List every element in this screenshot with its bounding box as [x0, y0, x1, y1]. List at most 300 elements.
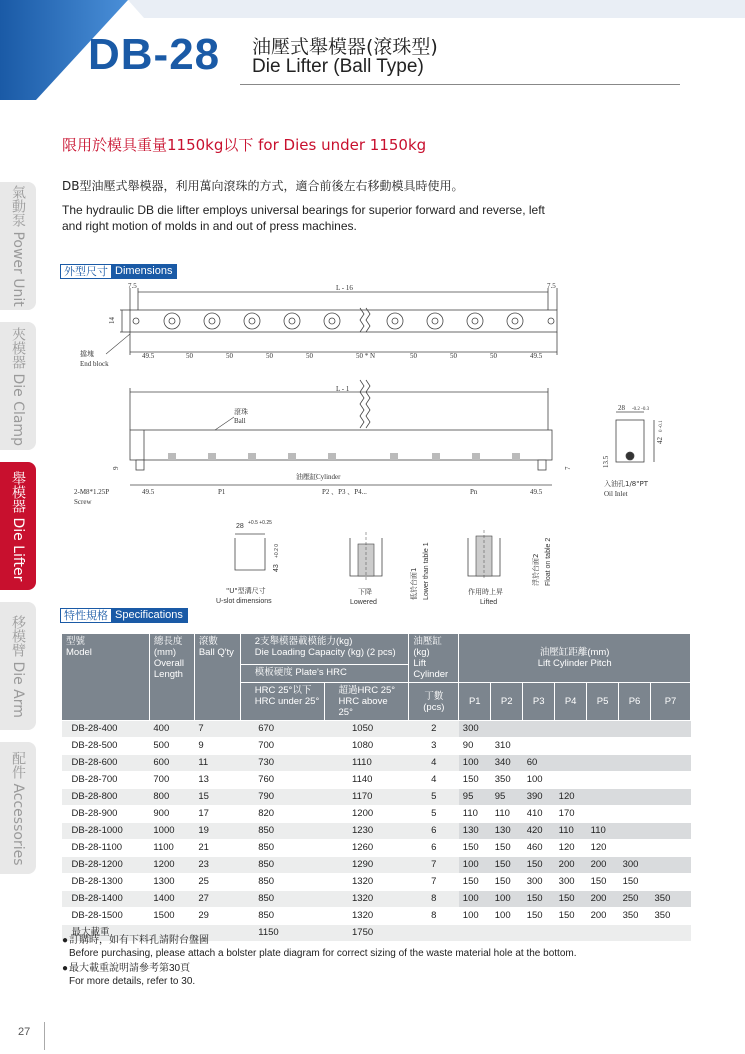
cell-pitch-p3: 420	[523, 823, 555, 840]
pitch-label: 50	[450, 352, 457, 360]
cell-balls: 23	[194, 857, 240, 874]
col-header-cylinder-en2: Cylinder	[413, 669, 449, 680]
bullet-icon: ●	[62, 935, 69, 946]
cell-capacity-under: 670	[240, 721, 324, 738]
lower-table-zh: 低於台面1	[410, 567, 418, 600]
cell-length: 800	[149, 789, 194, 806]
cell-pitch-p7: 350	[651, 891, 691, 908]
cell-pitch-p5	[587, 806, 619, 823]
cell-length: 700	[149, 772, 194, 789]
col-header-hrc-under	[240, 683, 324, 721]
cell-model: DB-28-700	[62, 772, 150, 789]
description-english: The hydraulic DB die lifter employs universal bearings for superior forward and reverse, left and right motion of molds in and out of press machines.	[62, 203, 545, 233]
cell-cylinders: 6	[409, 823, 459, 840]
cell-cylinders: 5	[409, 806, 459, 823]
side-view	[130, 388, 552, 485]
cell-balls: 21	[194, 840, 240, 857]
cell-pitch-p2: 150	[491, 874, 523, 891]
cell-length: 600	[149, 755, 194, 772]
col-header-hrc-under-en: HRC under 25°	[254, 696, 320, 707]
lifted-figure	[468, 530, 500, 580]
stopper-label-zh: 擋塊	[80, 350, 94, 358]
cell-pitch-p6	[619, 721, 651, 738]
title-chinese: 油壓式舉模器(滾珠型)	[252, 36, 438, 58]
cell-pitch-p2: 95	[491, 789, 523, 806]
lowered-zh: 下降	[358, 588, 372, 596]
cell-pitch-p5	[587, 755, 619, 772]
dim-side-length: L - 1	[336, 385, 350, 393]
screw-label-en: Screw	[74, 498, 92, 506]
lifted-zh: 作用時上昇	[468, 588, 503, 596]
cell-pitch-p3	[523, 738, 555, 755]
pitch-label: 50	[490, 352, 497, 360]
pitch-label: 49.5	[142, 488, 155, 496]
col-header-pitch-zh: 油壓缸距離(mm)	[539, 647, 610, 658]
dim-9: 9	[112, 466, 120, 470]
stopper-leader	[106, 334, 130, 354]
cell-capacity-under: 850	[240, 908, 324, 925]
cell-model: DB-28-800	[62, 789, 150, 806]
cell-length: 1300	[149, 874, 194, 891]
specifications-label-zh: 特性規格	[61, 609, 111, 622]
cell-pitch-p3: 150	[523, 891, 555, 908]
cell-capacity-above: 1110	[324, 755, 409, 772]
cell-max-load-under: 1150	[240, 925, 324, 942]
cell-capacity-under: 850	[240, 823, 324, 840]
slot-dim-43: 43	[273, 564, 280, 572]
cell-cylinders: 7	[409, 874, 459, 891]
side-tab-label: 舉模器 Die Lifter	[10, 470, 26, 582]
cell-model: DB-28-1100	[62, 840, 150, 857]
cell-pitch-p5	[587, 738, 619, 755]
col-header-pcs-zh: 丁數	[424, 690, 444, 702]
cell-balls: 25	[194, 874, 240, 891]
oil-inlet-en: Oil Inlet	[604, 490, 628, 498]
float-table-zh: 浮於台面2	[532, 553, 540, 586]
cell-cylinders: 5	[409, 789, 459, 806]
cell-pitch-p1: 130	[459, 823, 491, 840]
col-header-pitch-en: Lift Cylinder Pitch	[537, 658, 612, 669]
note-2	[62, 962, 195, 988]
cell-pitch-p7	[651, 721, 691, 738]
table-row	[62, 857, 691, 874]
col-header-pcs-en: (pcs)	[423, 701, 445, 713]
stopper-label-en: End block	[80, 360, 109, 368]
cell-pitch-p1: 150	[459, 772, 491, 789]
pitch-label: 50 * N	[356, 352, 376, 360]
cell-pitch-p7	[651, 789, 691, 806]
cell-capacity-above: 1320	[324, 891, 409, 908]
side-pitch-labels	[142, 488, 543, 496]
cell-pitch-p4	[555, 738, 587, 755]
ball-leader	[215, 417, 234, 430]
col-header-capacity-zh: 2支舉模器載模能力(kg)	[254, 636, 353, 647]
col-header-balls-zh: 滾數	[198, 636, 218, 647]
cell-pitch-p6	[619, 789, 651, 806]
col-header-length-unit: (mm)	[153, 647, 177, 658]
cell-capacity-under: 850	[240, 840, 324, 857]
slot-dim-28-tol: +0.5 +0.25	[248, 520, 272, 526]
col-header-hrc-label: 模板硬度 Plate's HRC	[254, 666, 347, 678]
table-row	[62, 772, 691, 789]
col-header-length-zh: 總長度	[153, 636, 183, 647]
cell-pitch-p2: 150	[491, 857, 523, 874]
cell-capacity-under: 850	[240, 857, 324, 874]
table-row	[62, 755, 691, 772]
specifications-table	[61, 633, 691, 942]
cell-pitch-p5: 200	[587, 891, 619, 908]
cell-model: DB-28-400	[62, 721, 150, 738]
cell-pitch-p6	[619, 755, 651, 772]
cell-pitch-p4: 120	[555, 840, 587, 857]
cell-pitch-p4: 150	[555, 908, 587, 925]
cylinder-label-zh: 油壓缸	[296, 473, 317, 481]
col-header-hrc-above-en: HRC above 25°	[338, 696, 388, 718]
cell-capacity-above: 1290	[324, 857, 409, 874]
side-tab-die-arm[interactable]	[0, 602, 36, 730]
cell-pitch-p7	[651, 772, 691, 789]
table-row	[62, 721, 691, 738]
cell-balls: 11	[194, 755, 240, 772]
end-dim-28-tol: -0.2 -0.3	[632, 407, 650, 412]
note-1	[62, 934, 577, 960]
pitch-label: 50	[266, 352, 273, 360]
cell-pitch-p2: 310	[491, 738, 523, 755]
dim-7: 7	[564, 466, 572, 470]
title-english: Die Lifter (Ball Type)	[252, 56, 424, 77]
cell-pitch-p7	[651, 840, 691, 857]
cell-model: DB-28-500	[62, 738, 150, 755]
pitch-label: 49.5	[530, 488, 543, 496]
table-row	[62, 891, 691, 908]
ball-label-zh: 滾珠	[234, 408, 248, 416]
side-tab-label: 配件 Accessories	[10, 750, 26, 866]
cell-length: 1000	[149, 823, 194, 840]
table-row	[62, 738, 691, 755]
pitch-label: 50	[186, 352, 193, 360]
cell-max-load-above: 1750	[324, 925, 409, 942]
cell-model: DB-28-600	[62, 755, 150, 772]
cell-pitch-p1: 90	[459, 738, 491, 755]
col-header-p6: P6	[619, 683, 651, 721]
note-2-en: For more details, refer to 30.	[69, 976, 196, 987]
cell-pitch-p4: 120	[555, 789, 587, 806]
col-header-hrc	[240, 664, 409, 682]
cell-pitch-p4: 200	[555, 857, 587, 874]
page-number-divider	[44, 1022, 45, 1050]
end-dim-42-tol: 0 -0.1	[659, 420, 664, 432]
col-header-p4: P4	[555, 683, 587, 721]
cell-pitch-p4: 110	[555, 823, 587, 840]
cell-pitch-p3: 150	[523, 908, 555, 925]
cell-length: 1100	[149, 840, 194, 857]
table-row	[62, 840, 691, 857]
cell-pitch-p5: 110	[587, 823, 619, 840]
cell-pitch-p7	[651, 738, 691, 755]
cell-capacity-above: 1320	[324, 874, 409, 891]
lower-table-en: Lower than table 1	[423, 542, 430, 600]
cell-cylinders: 6	[409, 840, 459, 857]
col-header-length-en2: Length	[153, 669, 183, 680]
cell-pitch-p1: 95	[459, 789, 491, 806]
model-title: DB-28	[88, 30, 221, 79]
screw-label: 2-M8*1.25P	[74, 488, 110, 496]
cell-capacity-under: 730	[240, 755, 324, 772]
col-header-length	[149, 634, 194, 721]
cell-pitch-p6	[619, 840, 651, 857]
cell-pitch-p7	[651, 874, 691, 891]
float-table-en: Float on table 2	[545, 537, 552, 586]
col-header-hrc-above	[324, 683, 409, 721]
col-header-capacity	[240, 634, 409, 665]
table-row	[62, 806, 691, 823]
cell-cylinders: 4	[409, 772, 459, 789]
cell-pitch-p3: 300	[523, 874, 555, 891]
cell-pitch-p1: 300	[459, 721, 491, 738]
cell-pitch-p1: 100	[459, 755, 491, 772]
cell-length: 1200	[149, 857, 194, 874]
top-pitch-labels	[142, 352, 543, 360]
cell-cylinders: 7	[409, 857, 459, 874]
col-header-model-en: Model	[66, 647, 92, 658]
cell-model: DB-28-1500	[62, 908, 150, 925]
cell-pitch-p7	[651, 755, 691, 772]
cell-capacity-under: 820	[240, 806, 324, 823]
cell-pitch-p2: 100	[491, 891, 523, 908]
cell-capacity-under: 790	[240, 789, 324, 806]
cell-balls: 9	[194, 738, 240, 755]
pitch-label: P2 、P3 、P4...	[322, 488, 367, 496]
cell-balls: 29	[194, 908, 240, 925]
cell-pitch-p3: 390	[523, 789, 555, 806]
cell-max-load-label: 最大載重	[62, 925, 241, 942]
pitch-label: Pn	[470, 488, 478, 496]
pitch-label: P1	[218, 488, 226, 496]
col-header-p3: P3	[523, 683, 555, 721]
col-header-pitch	[459, 634, 691, 683]
cell-length: 900	[149, 806, 194, 823]
dim-7-5-left: 7.5	[128, 282, 137, 290]
cell-pitch-p7: 350	[651, 908, 691, 925]
side-tab-label: 移模臂 Die Arm	[10, 614, 26, 718]
table-row	[62, 789, 691, 806]
cell-pitch-p3: 150	[523, 857, 555, 874]
cell-pitch-p4	[555, 721, 587, 738]
cell-pitch-p6	[619, 823, 651, 840]
cell-pitch-p1: 100	[459, 908, 491, 925]
cell-capacity-under: 700	[240, 738, 324, 755]
cylinder-label-en: Cylinder	[316, 473, 341, 481]
cell-model: DB-28-900	[62, 806, 150, 823]
side-tab-die-clamp[interactable]	[0, 322, 36, 450]
cell-pitch-p1: 110	[459, 806, 491, 823]
cell-pitch-p5: 120	[587, 840, 619, 857]
cell-capacity-under: 760	[240, 772, 324, 789]
u-slot-zh: "U"型溝尺寸	[226, 587, 266, 595]
cell-pitch-p7	[651, 823, 691, 840]
cell-cylinders: 8	[409, 908, 459, 925]
lowered-en: Lowered	[350, 599, 377, 606]
dim-14: 14	[108, 317, 116, 324]
cell-pitch-p1: 100	[459, 857, 491, 874]
cell-pitch-p7	[651, 857, 691, 874]
cell-length: 1400	[149, 891, 194, 908]
cell-pitch-p2: 130	[491, 823, 523, 840]
cell-pitch-p5: 200	[587, 857, 619, 874]
cell-capacity-above: 1140	[324, 772, 409, 789]
cell-capacity-under: 850	[240, 874, 324, 891]
pitch-label: 49.5	[530, 352, 543, 360]
cell-capacity-above: 1320	[324, 908, 409, 925]
oil-inlet-zh: 入油孔1/8"PT	[604, 480, 648, 488]
col-header-hrc-above-zh: 超過HRC 25°	[338, 685, 396, 696]
col-header-length-en1: Overall	[153, 658, 184, 669]
cell-balls: 15	[194, 789, 240, 806]
col-header-cylinder-en1: Lift	[413, 658, 427, 669]
cell-balls: 13	[194, 772, 240, 789]
end-view	[616, 412, 654, 462]
end-dim-42: 42	[656, 437, 664, 444]
col-header-p7: P7	[651, 683, 691, 721]
col-header-cylinder-zh: 油壓缸(kg)	[413, 636, 442, 658]
cell-capacity-above: 1080	[324, 738, 409, 755]
col-header-balls	[194, 634, 240, 721]
cell-pitch-p4: 300	[555, 874, 587, 891]
u-slot-figure	[235, 534, 265, 570]
cell-pitch-p6: 300	[619, 857, 651, 874]
cell-pitch-p2	[491, 721, 523, 738]
col-header-cylinder	[409, 634, 459, 683]
side-tab-label: 氣動泵 Power Unit	[10, 185, 26, 307]
side-tab-label: 夾模器 Die Clamp	[10, 326, 26, 446]
dimensions-label	[60, 264, 177, 279]
cell-capacity-above: 1260	[324, 840, 409, 857]
cell-cylinders: 8	[409, 891, 459, 908]
cell-model: DB-28-1300	[62, 874, 150, 891]
cell-pitch-p1: 150	[459, 840, 491, 857]
cell-length: 1500	[149, 908, 194, 925]
side-tab-die-lifter[interactable]	[0, 462, 36, 590]
end-dim-28: 28	[618, 404, 625, 412]
cell-pitch-p1: 100	[459, 891, 491, 908]
weight-limit-subtitle: 限用於模具重量1150kg以下 for Dies under 1150kg	[62, 136, 427, 154]
page-number: 27	[18, 1026, 31, 1038]
cell-model: DB-28-1000	[62, 823, 150, 840]
header-rule	[240, 84, 680, 85]
cell-pitch-p6	[619, 738, 651, 755]
cell-pitch-p6	[619, 806, 651, 823]
cell-pitch-p6: 350	[619, 908, 651, 925]
bullet-icon: ●	[62, 963, 69, 974]
dimension-drawing	[60, 280, 690, 610]
cell-length: 400	[149, 721, 194, 738]
cell-pitch-p5: 200	[587, 908, 619, 925]
description-chinese: DB型油壓式舉模器，利用萬向滾珠的方式，適合前後左右移動模具時使用。	[62, 179, 464, 193]
dimensions-label-en: Dimensions	[111, 265, 176, 278]
slot-dim-43-tol: +0.2 0	[274, 543, 280, 558]
pitch-label: 50	[226, 352, 233, 360]
slot-dim-28: 28	[236, 523, 244, 530]
cell-model: DB-28-1200	[62, 857, 150, 874]
note-2-zh: 最大載重說明請參考第30頁	[69, 963, 191, 974]
cell-pitch-p4: 170	[555, 806, 587, 823]
cell-pitch-p5	[587, 772, 619, 789]
cell-pitch-p7	[651, 806, 691, 823]
cell-balls: 17	[194, 806, 240, 823]
cell-pitch-p6: 150	[619, 874, 651, 891]
cell-pitch-p4: 150	[555, 891, 587, 908]
cell-pitch-p6	[619, 772, 651, 789]
cell-cylinders: 2	[409, 721, 459, 738]
cell-length: 500	[149, 738, 194, 755]
cell-capacity-above: 1170	[324, 789, 409, 806]
side-tab-power-unit[interactable]	[0, 182, 36, 310]
cell-pitch-p2: 340	[491, 755, 523, 772]
cell-model: DB-28-1400	[62, 891, 150, 908]
col-header-model-zh: 型號	[66, 636, 86, 647]
cell-pitch-p6: 250	[619, 891, 651, 908]
cell-cylinders: 4	[409, 755, 459, 772]
col-header-hrc-under-zh: HRC 25°以下	[254, 685, 312, 696]
col-header-p1: P1	[459, 683, 491, 721]
note-1-en: Before purchasing, please attach a bolster plate diagram for correct sizing of the waste material hole at the bottom.	[69, 948, 577, 959]
pitch-label: 50	[410, 352, 417, 360]
cell-balls: 27	[194, 891, 240, 908]
u-slot-en: U-slot dimensions	[216, 598, 272, 605]
cell-pitch-p3: 460	[523, 840, 555, 857]
col-header-p2: P2	[491, 683, 523, 721]
cell-pitch-p1: 150	[459, 874, 491, 891]
cell-capacity-under: 850	[240, 891, 324, 908]
col-header-capacity-en: Die Loading Capacity (kg) (2 pcs)	[254, 647, 396, 658]
cell-pitch-p5: 150	[587, 874, 619, 891]
cell-pitch-p3: 100	[523, 772, 555, 789]
table-row	[62, 823, 691, 840]
specifications-label-en: Specifications	[111, 609, 187, 622]
cell-cylinders: 3	[409, 738, 459, 755]
cell-pitch-p2: 150	[491, 840, 523, 857]
cell-pitch-p2: 100	[491, 908, 523, 925]
cell-capacity-above: 1200	[324, 806, 409, 823]
cell-balls: 19	[194, 823, 240, 840]
col-header-balls-en: Ball Q'ty	[198, 647, 234, 658]
side-tab-accessories[interactable]	[0, 742, 36, 874]
cell-pitch-p5	[587, 789, 619, 806]
pitch-label: 49.5	[142, 352, 155, 360]
cell-capacity-above: 1230	[324, 823, 409, 840]
dim-top-length: L - 16	[336, 284, 353, 292]
col-header-model	[62, 634, 150, 721]
cell-pitch-p5	[587, 721, 619, 738]
cell-pitch-p2: 110	[491, 806, 523, 823]
end-dim-13-5: 13.5	[602, 455, 610, 468]
pitch-label: 50	[306, 352, 313, 360]
note-1-zh: 訂購時，如有下料孔請附台盤圖	[69, 935, 209, 946]
col-header-pcs	[409, 683, 459, 721]
cell-balls: 7	[194, 721, 240, 738]
cell-pitch-p2: 350	[491, 772, 523, 789]
dim-7-5-right: 7.5	[547, 282, 556, 290]
ball-label-en: Ball	[234, 417, 246, 425]
cell-pitch-p4	[555, 755, 587, 772]
dimensions-label-zh: 外型尺寸	[61, 265, 111, 278]
col-header-p5: P5	[587, 683, 619, 721]
cell-capacity-above: 1050	[324, 721, 409, 738]
lifted-en: Lifted	[480, 599, 498, 606]
cell-pitch-p4	[555, 772, 587, 789]
cell-pitch-p3: 410	[523, 806, 555, 823]
specifications-label	[60, 608, 188, 623]
